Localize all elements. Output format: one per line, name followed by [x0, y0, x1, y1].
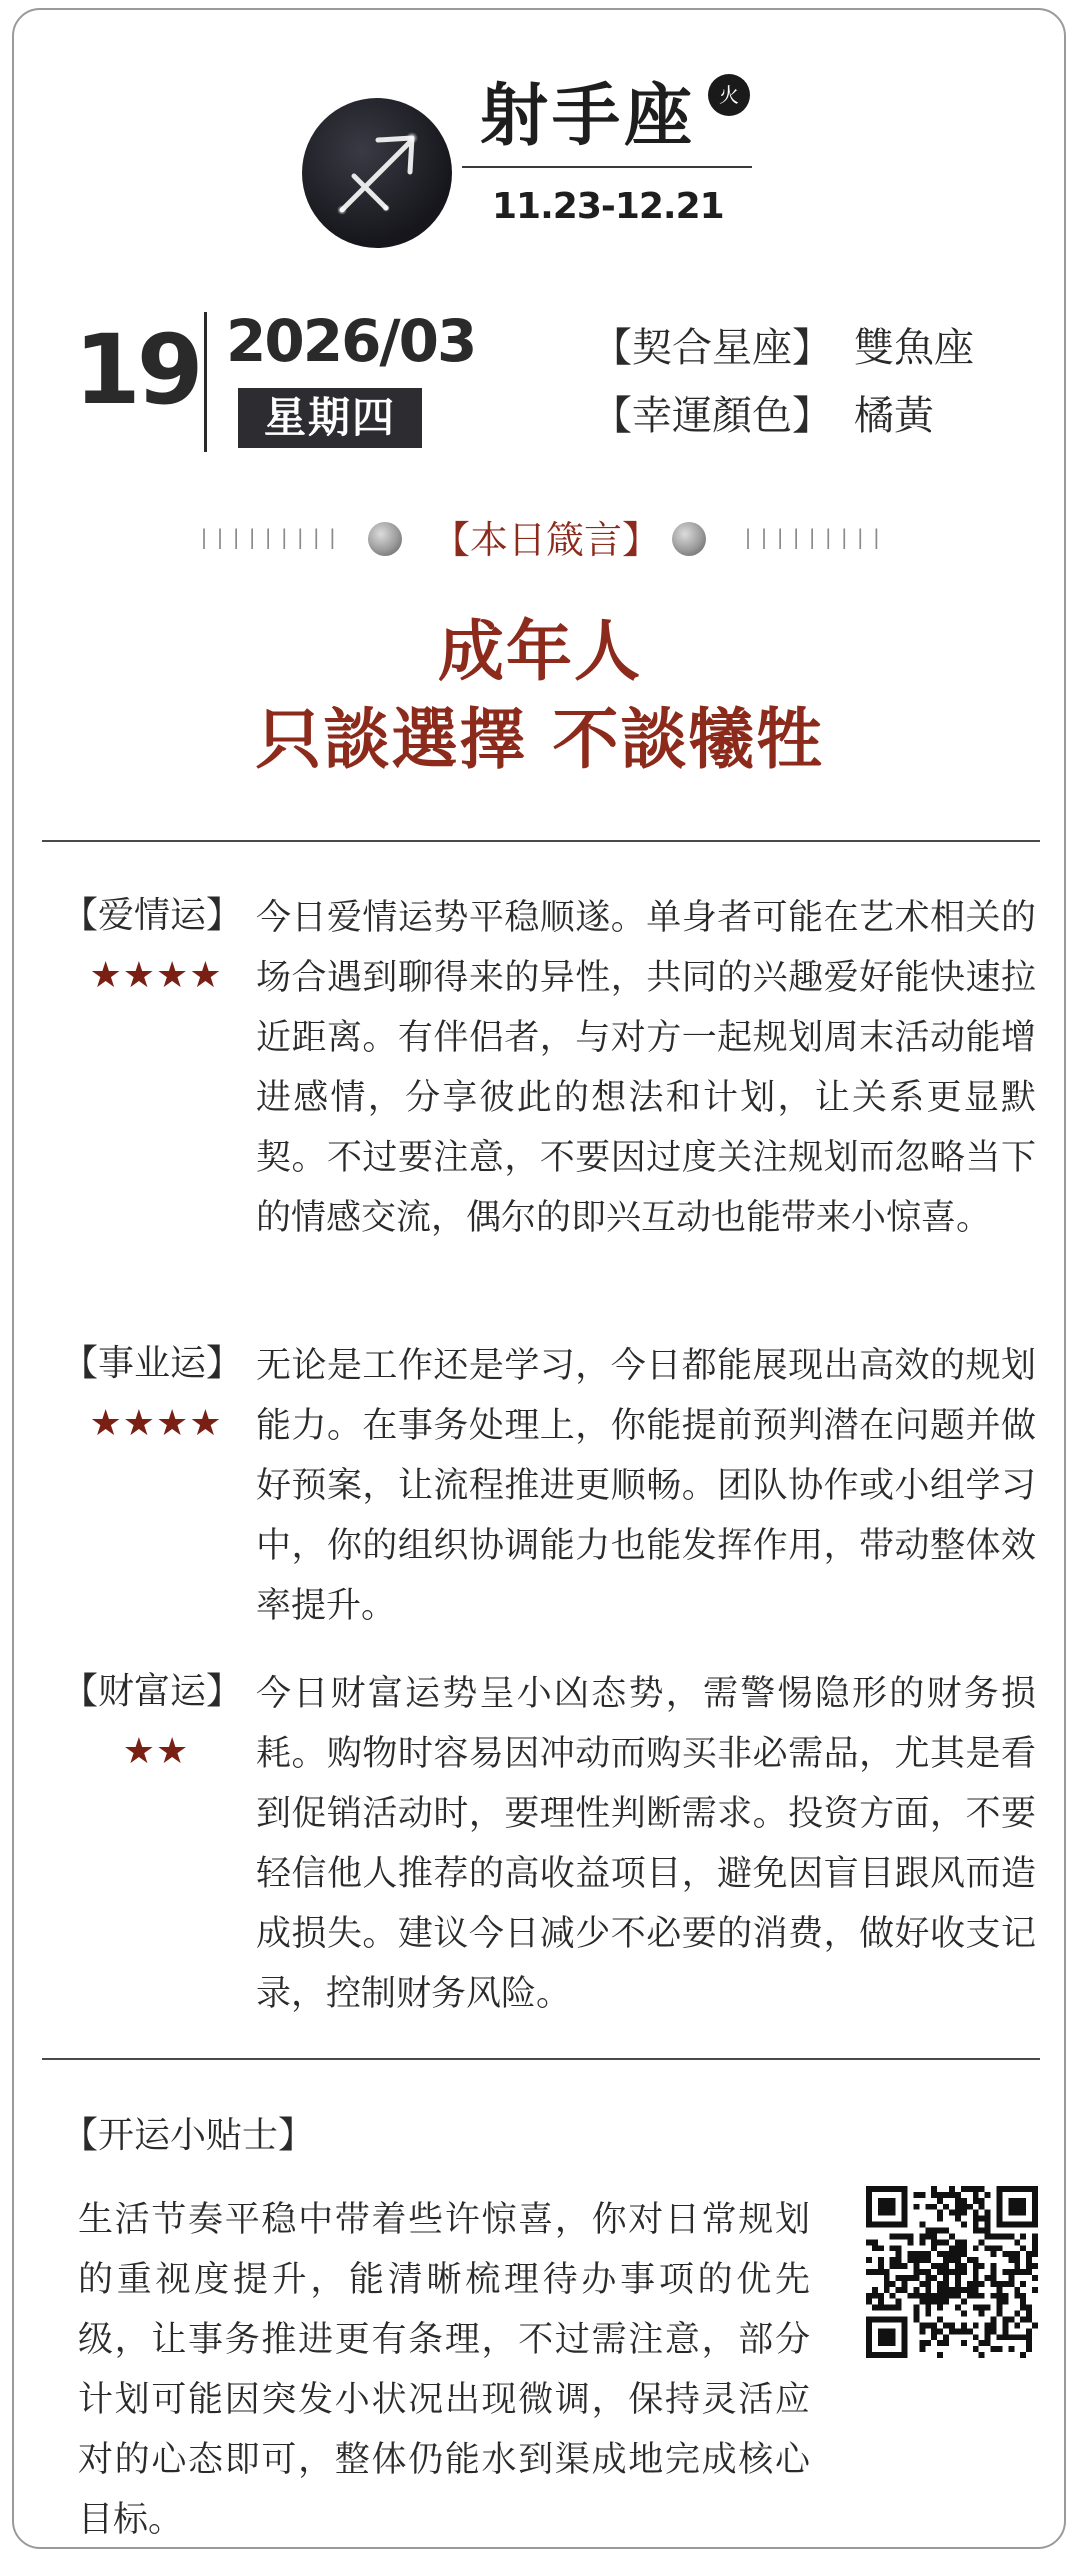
star-rating: ★★★★ [89, 1403, 223, 1444]
weekday-badge: 星期四 [238, 388, 422, 448]
element-badge: 火 [708, 74, 750, 116]
fortune-text: 无论是工作还是学习，今日都能展现出高效的规划能力。在事务处理上，你能提前预判潜在问题并做好预案，让流程推进更顺畅。团队协作或小组学习中，你的组织协调能力也能发挥作用，带动整体效率提升。 [256, 1346, 1036, 1626]
date-divider [204, 312, 207, 452]
fortune-text: 今日爱情运势平稳顺遂。单身者可能在艺术相关的场合遇到聊得来的异性，共同的兴趣爱好能快速拉近距离。有伴侣者，与对方一起规划周末活动能增进感情，分享彼此的想法和计划，让关系更显默契。不过要注意，不要因过度关注规划而忽略当下的情感交流，偶尔的即兴互动也能带来小惊喜。 [256, 898, 1036, 1238]
fortune-text: 今日财富运势呈小凶态势，需警惕隐形的财务损耗。购物时容易因冲动而购买非必需品，尤其是看到促销活动时，要理性判断需求。投资方面，不要轻信他人推荐的高收益项目，避免因盲目跟风而造成损失。建议今日减少不必要的消费，做好收支记录，控制财务风险。 [256, 1674, 1036, 2014]
fortune-label: 【财富运】 [62, 1671, 243, 1712]
lucky-color-label: 【幸運顏色】 [592, 393, 832, 439]
tips-text: 生活节奏平稳中带着些许惊喜，你对日常规划的重视度提升，能清晰梳理待办事项的优先级，让事务推进更有条理，不过需注意，部分计划可能因突发小状况出现微调，保持灵活应对的心态即可，整体仍能水到渠成地完成核心目标。 [78, 2200, 810, 2540]
section-divider [42, 2058, 1040, 2060]
fortune-label: 【事业运】 [62, 1343, 243, 1384]
section-divider [42, 840, 1040, 842]
day-number: 19 [74, 314, 200, 426]
tick-ornament-right: ||||||||| [742, 525, 887, 549]
compatible-sign-row [592, 325, 974, 371]
fortune-label: 【爱情运】 [62, 895, 243, 936]
tips-title: 【开运小贴士】 [62, 2115, 315, 2156]
lucky-color-value: 橘黃 [854, 393, 934, 439]
compatible-sign-value: 雙魚座 [854, 325, 974, 371]
name-underline [462, 166, 752, 168]
year-month: 2026/03 [226, 307, 476, 375]
moon-icon [368, 522, 402, 556]
motto-label: 【本日箴言】 [432, 518, 661, 562]
qr-code-icon[interactable] [866, 2186, 1038, 2358]
motto-line-2: 只談選擇 不談犧牲 [255, 700, 825, 778]
compatible-sign-label: 【契合星座】 [592, 325, 832, 371]
tick-ornament-left: ||||||||| [198, 525, 343, 549]
sagittarius-arrow-icon [302, 98, 452, 248]
moon-icon [672, 522, 706, 556]
zodiac-date-range: 11.23-12.21 [492, 186, 724, 227]
star-rating: ★★ [122, 1731, 190, 1772]
motto-line-1: 成年人 [438, 612, 642, 690]
star-rating: ★★★★ [89, 955, 223, 996]
lucky-color-row [592, 393, 934, 439]
zodiac-name: 射手座 [480, 76, 697, 156]
